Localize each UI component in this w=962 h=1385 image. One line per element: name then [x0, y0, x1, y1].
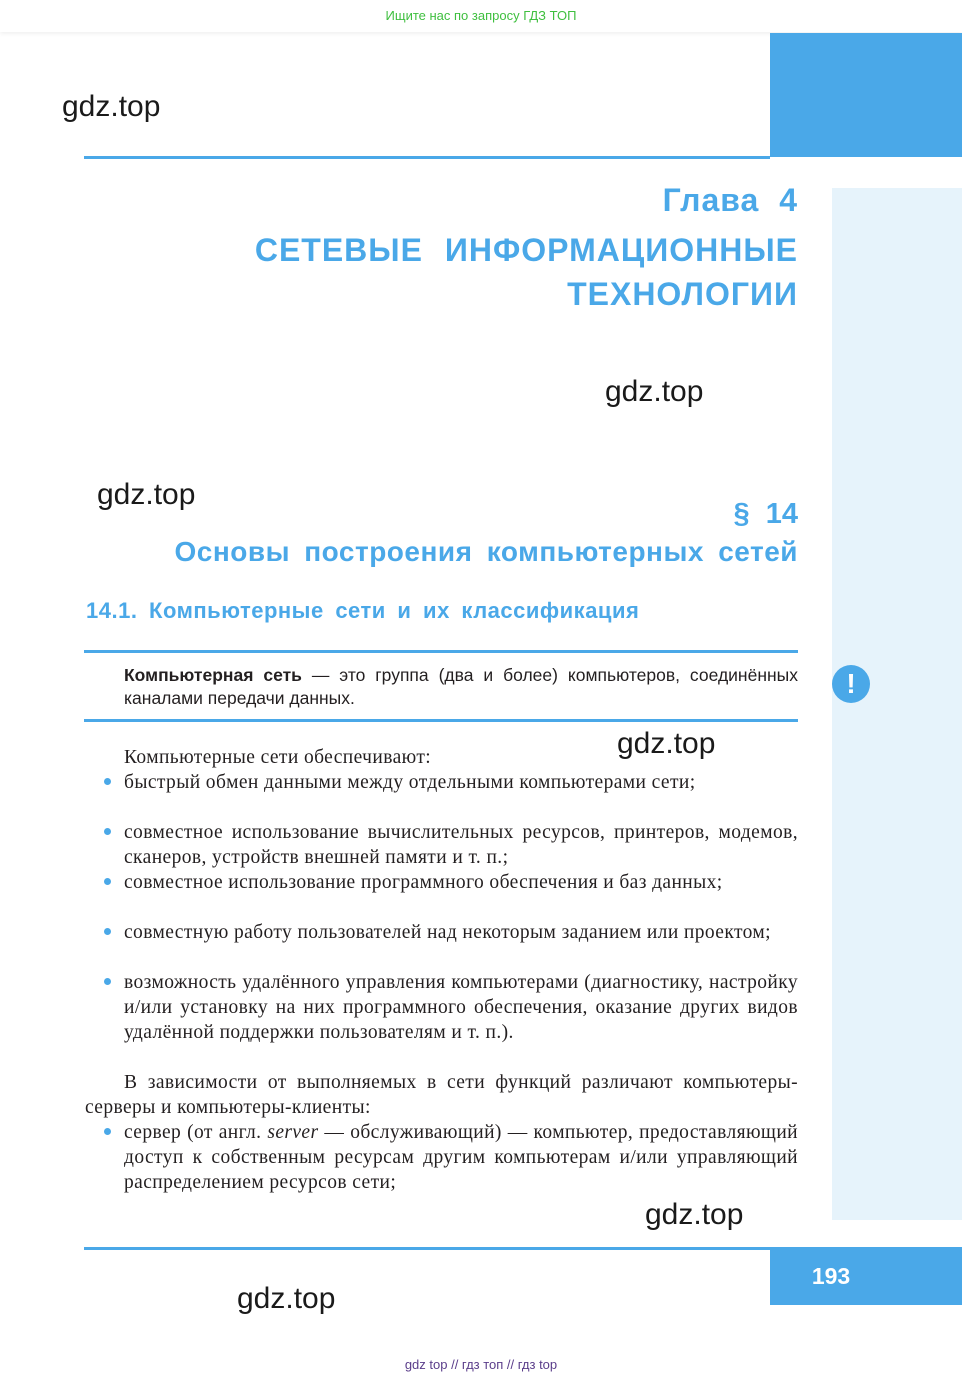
watermark: gdz.top [645, 1198, 744, 1231]
definition-top-rule [84, 650, 798, 653]
bullet-icon [104, 878, 111, 885]
chapter-title-line1: СЕТЕВЫЕ ИНФОРМАЦИОННЫЕ [254, 232, 798, 268]
header-color-block [770, 33, 962, 157]
header-rule [84, 156, 770, 159]
intro-paragraph: Компьютерные сети обеспечивают: [124, 747, 432, 768]
watermark: gdz.top [605, 375, 704, 408]
list-item: быстрый обмен данными между отдельными компьютерами сети; [124, 772, 696, 793]
chapter-label: Глава 4 [662, 182, 798, 218]
list-item: совместное использование вычислительных ресурсов, принтеров, модемов, сканеров, устройств внешней памяти и т. п.; [124, 822, 798, 868]
list-item [124, 1120, 798, 1195]
bullet-icon [104, 828, 111, 835]
definition-bottom-rule [84, 719, 798, 722]
list-item: совместное использование программного обеспечения и баз данных; [124, 872, 723, 893]
bullet-icon [104, 1128, 111, 1135]
server-text-start: сервер (от англ. [124, 1122, 268, 1143]
watermark: gdz.top [62, 90, 161, 123]
chapter-title-line2: ТЕХНОЛОГИИ [567, 276, 798, 312]
bullet-icon [104, 928, 111, 935]
exclamation-icon: ! [832, 665, 870, 703]
list-item: возможность удалённого управления компьютерами (диагностику, настройку и/или установку на них программного обеспечения, оказание других видов удалённой поддержки пользователям и т. п.). [124, 972, 798, 1043]
margin-strip [832, 188, 962, 1220]
page-number: 193 [811, 1263, 851, 1289]
subsection-title: 14.1. Компьютерные сети и их классификация [86, 598, 640, 623]
definition-text: — это группа (два и более) компьютеров, соединённых каналами передачи данных. [124, 665, 798, 708]
paragraph: В зависимости от выполняемых в сети функций различают компьютеры-серверы и компьютеры-клиенты: [85, 1072, 798, 1118]
server-text-end: — обслуживающий) — компьютер, предоставляющий доступ к собственным ресурсам другим компьютерам и/или управляющий распределением ресурсов сети; [124, 1122, 798, 1193]
definition-term: Компьютерная сеть [124, 665, 302, 685]
list-item: совместную работу пользователей над некоторым заданием или проектом; [124, 922, 771, 943]
definition-box [124, 664, 798, 710]
search-banner: Ищите нас по запросу ГДЗ ТОП [0, 0, 962, 32]
bullet-icon [104, 978, 111, 985]
watermark: gdz.top [97, 478, 196, 511]
watermark: gdz.top [237, 1282, 336, 1315]
section-number: § 14 [733, 498, 798, 530]
bullet-icon [104, 778, 111, 785]
section-title: Основы построения компьютерных сетей [174, 536, 798, 567]
watermark: gdz.top [617, 727, 716, 760]
server-english-term: server [267, 1122, 319, 1143]
footer-links: gdz top // гдз топ // гдз top [404, 1357, 558, 1372]
